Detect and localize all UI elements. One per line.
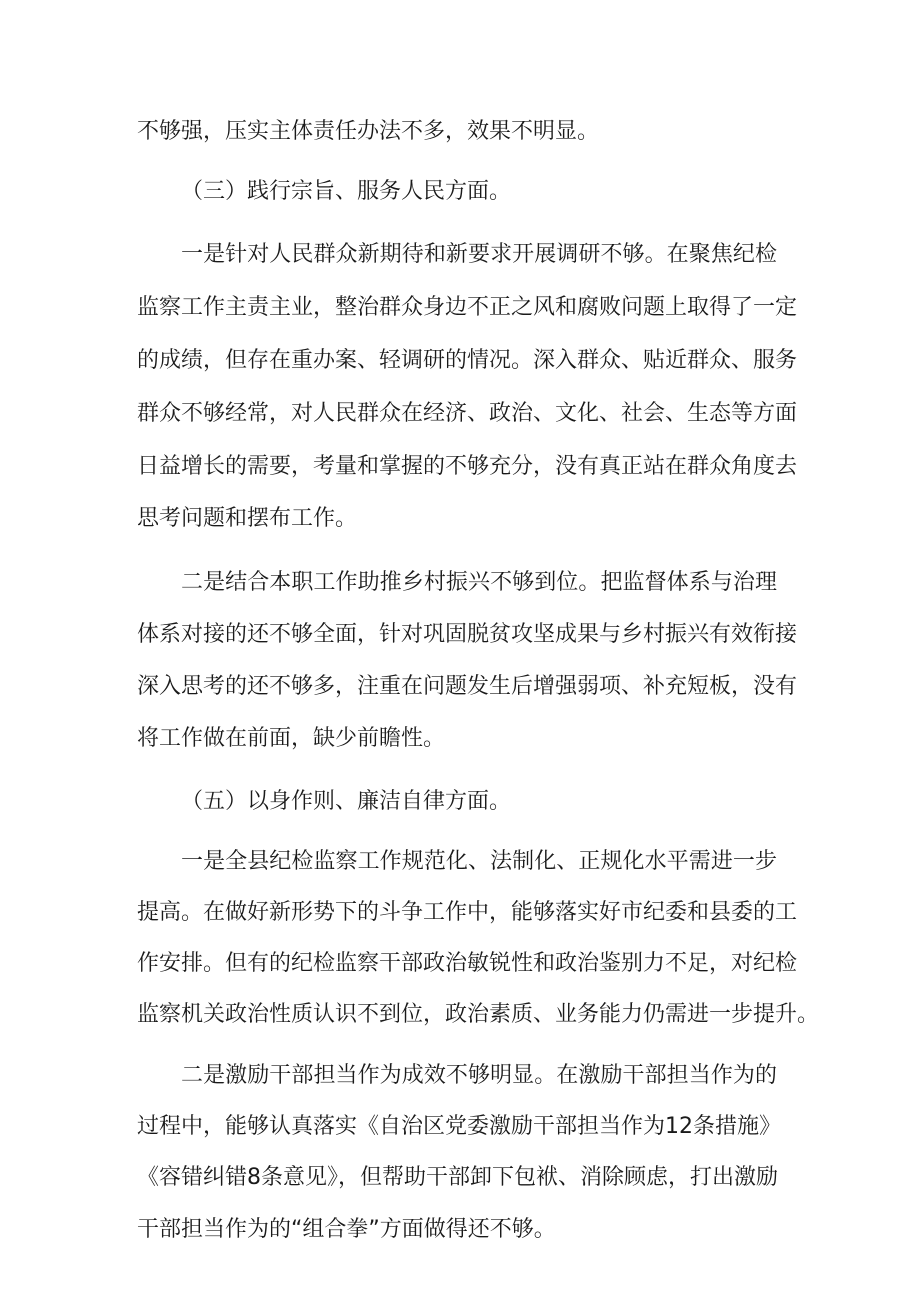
section-heading: （五）以身作则、廉洁自律方面。 <box>181 789 512 814</box>
paragraph-line: 二是结合本职工作助推乡村振兴不够到位。把监督体系与治理 <box>181 570 777 595</box>
paragraph-line: 不够强，压实主体责任办法不多，效果不明显。 <box>137 119 600 144</box>
paragraph-line: 过程中，能够认真落实《自治区党委激励干部担当作为12条措施》 <box>137 1114 781 1139</box>
paragraph-line: 一是针对人民群众新期待和新要求开展调研不够。在聚焦纪检 <box>181 242 777 267</box>
section-heading: （三）践行宗旨、服务人民方面。 <box>181 179 512 204</box>
paragraph-line: 体系对接的还不够全面，针对巩固脱贫攻坚成果与乡村振兴有效衔接 <box>137 622 798 647</box>
paragraph-line: 将工作做在前面，缺少前瞻性。 <box>137 726 446 751</box>
paragraph-line: 干部担当作为的“组合拳”方面做得还不够。 <box>137 1217 556 1242</box>
paragraph-line: 深入思考的还不够多，注重在问题发生后增强弱项、补充短板，没有 <box>137 674 798 699</box>
paragraph-line: 的成绩，但存在重办案、轻调研的情况。深入群众、贴近群众、服务 <box>137 348 798 373</box>
paragraph-line: 一是全县纪检监察工作规范化、法制化、正规化水平需进一步 <box>181 849 777 874</box>
paragraph-line: 监察工作主责主业，整治群众身边不正之风和腐败问题上取得了一定 <box>137 295 798 320</box>
paragraph-line: 提高。在做好新形势下的斗争工作中，能够落实好市纪委和县委的工 <box>137 900 798 925</box>
paragraph-line: 监察机关政治性质认识不到位，政治素质、业务能力仍需进一步提升。 <box>137 1002 820 1027</box>
paragraph-line: 日益增长的需要，考量和掌握的不够充分，没有真正站在群众角度去 <box>137 454 798 479</box>
paragraph-line: 二是激励干部担当作为成效不够明显。在激励干部担当作为的 <box>181 1063 777 1088</box>
paragraph-line: 《容错纠错8条意见》，但帮助干部卸下包袱、消除顾虑，打出激励 <box>137 1165 778 1190</box>
paragraph-line: 思考问题和摆布工作。 <box>137 506 358 531</box>
paragraph-line: 作安排。但有的纪检监察干部政治敏锐性和政治鉴别力不足，对纪检 <box>137 951 798 976</box>
paragraph-line: 群众不够经常，对人民群众在经济、政治、文化、社会、生态等方面 <box>137 401 798 426</box>
